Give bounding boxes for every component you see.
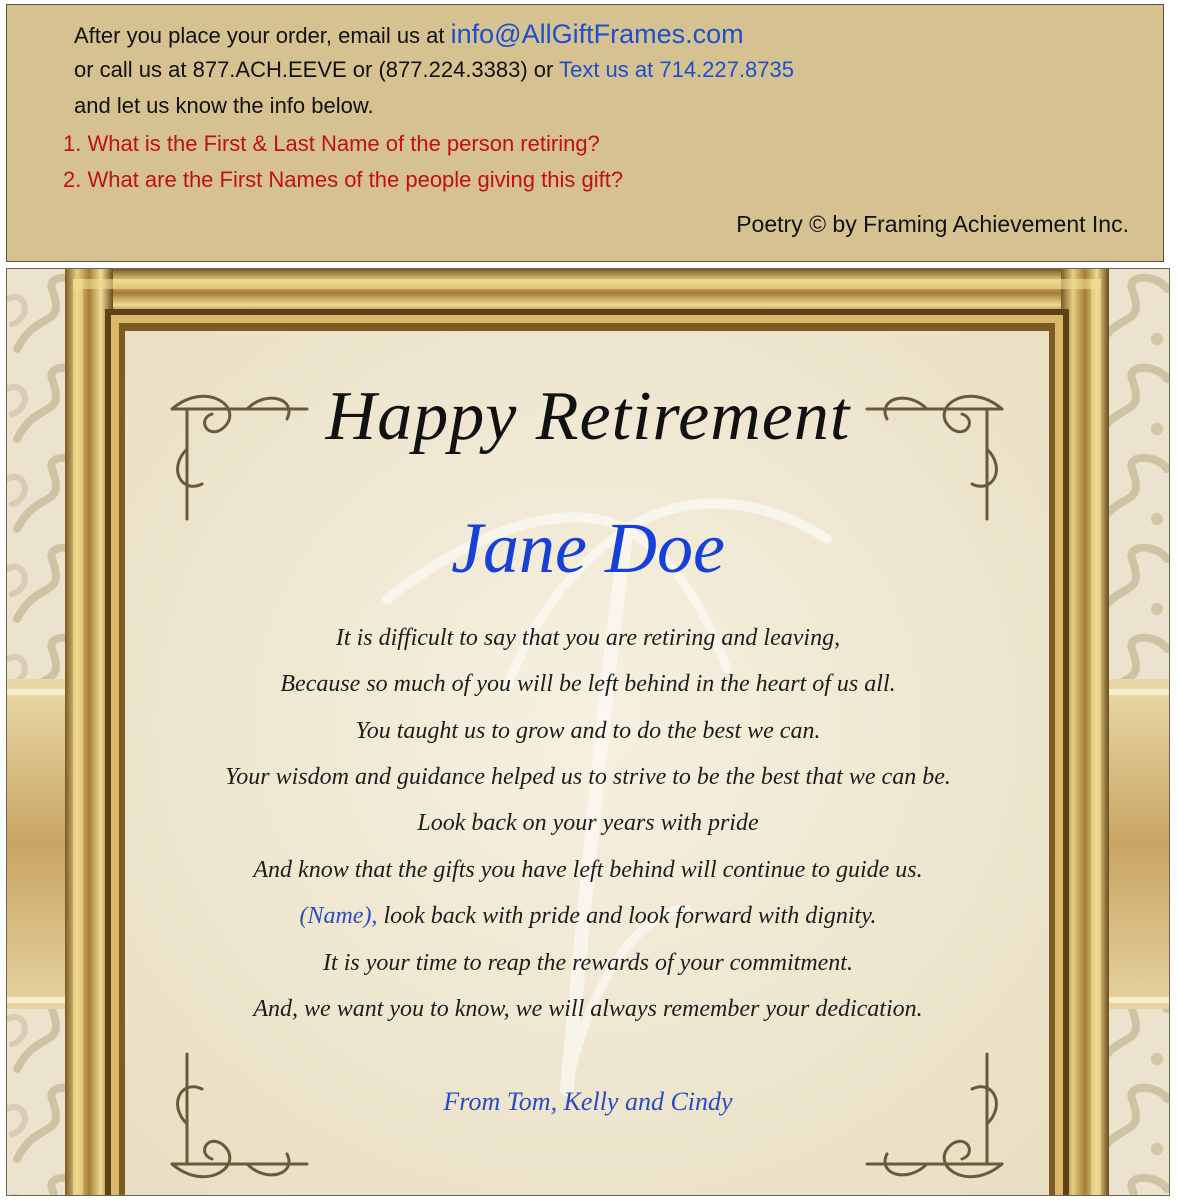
phone-instruction bbox=[74, 57, 794, 83]
poem-line-7 bbox=[157, 903, 1019, 930]
email-link[interactable]: info@AllGiftFrames.com bbox=[450, 19, 744, 49]
question-giver-names: 2. What are the First Names of the people giving this gift? bbox=[63, 167, 624, 192]
poem-line-4: Your wisdom and guidance helped us to strive to be the best that we can be. bbox=[225, 764, 951, 790]
poem-line-9: And, we want you to know, we will always remember your dedication. bbox=[253, 996, 923, 1022]
gift-signature: From Tom, Kelly and Cindy bbox=[443, 1087, 733, 1116]
poem-line-2: Because so much of you will be left behind in the heart of us all. bbox=[280, 671, 896, 697]
order-info-box bbox=[6, 4, 1164, 262]
poem-line-5: Look back on your years with pride bbox=[417, 810, 759, 836]
name-placeholder: (Name), bbox=[299, 903, 378, 929]
framed-plaque-image bbox=[6, 268, 1170, 1196]
info-below-text: and let us know the info below. bbox=[74, 93, 374, 118]
poem-line-3: You taught us to grow and to do the best we can. bbox=[355, 718, 821, 744]
poem-line-1: It is difficult to say that you are retiring and leaving, bbox=[335, 625, 841, 651]
phone-instruction-text: or call us at 877.ACH.EEVE or (877.224.3383) or bbox=[74, 57, 560, 82]
plaque-title: Happy Retirement bbox=[325, 378, 851, 455]
recipient-name: Jane Doe bbox=[451, 508, 725, 588]
copyright-notice: Poetry © by Framing Achievement Inc. bbox=[736, 211, 1129, 237]
email-instruction bbox=[74, 19, 744, 50]
poem-line-8: It is your time to reap the rewards of your commitment. bbox=[323, 950, 853, 976]
question-retiree-name: 1. What is the First & Last Name of the person retiring? bbox=[63, 131, 600, 156]
poem-line-7-text: look back with pride and look forward with dignity. bbox=[383, 903, 877, 929]
poem-line-6: And know that the gifts you have left behind will continue to guide us. bbox=[253, 857, 923, 883]
email-instruction-text: After you place your order, email us at bbox=[74, 23, 451, 48]
text-us-link[interactable]: Text us at 714.227.8735 bbox=[559, 57, 794, 82]
